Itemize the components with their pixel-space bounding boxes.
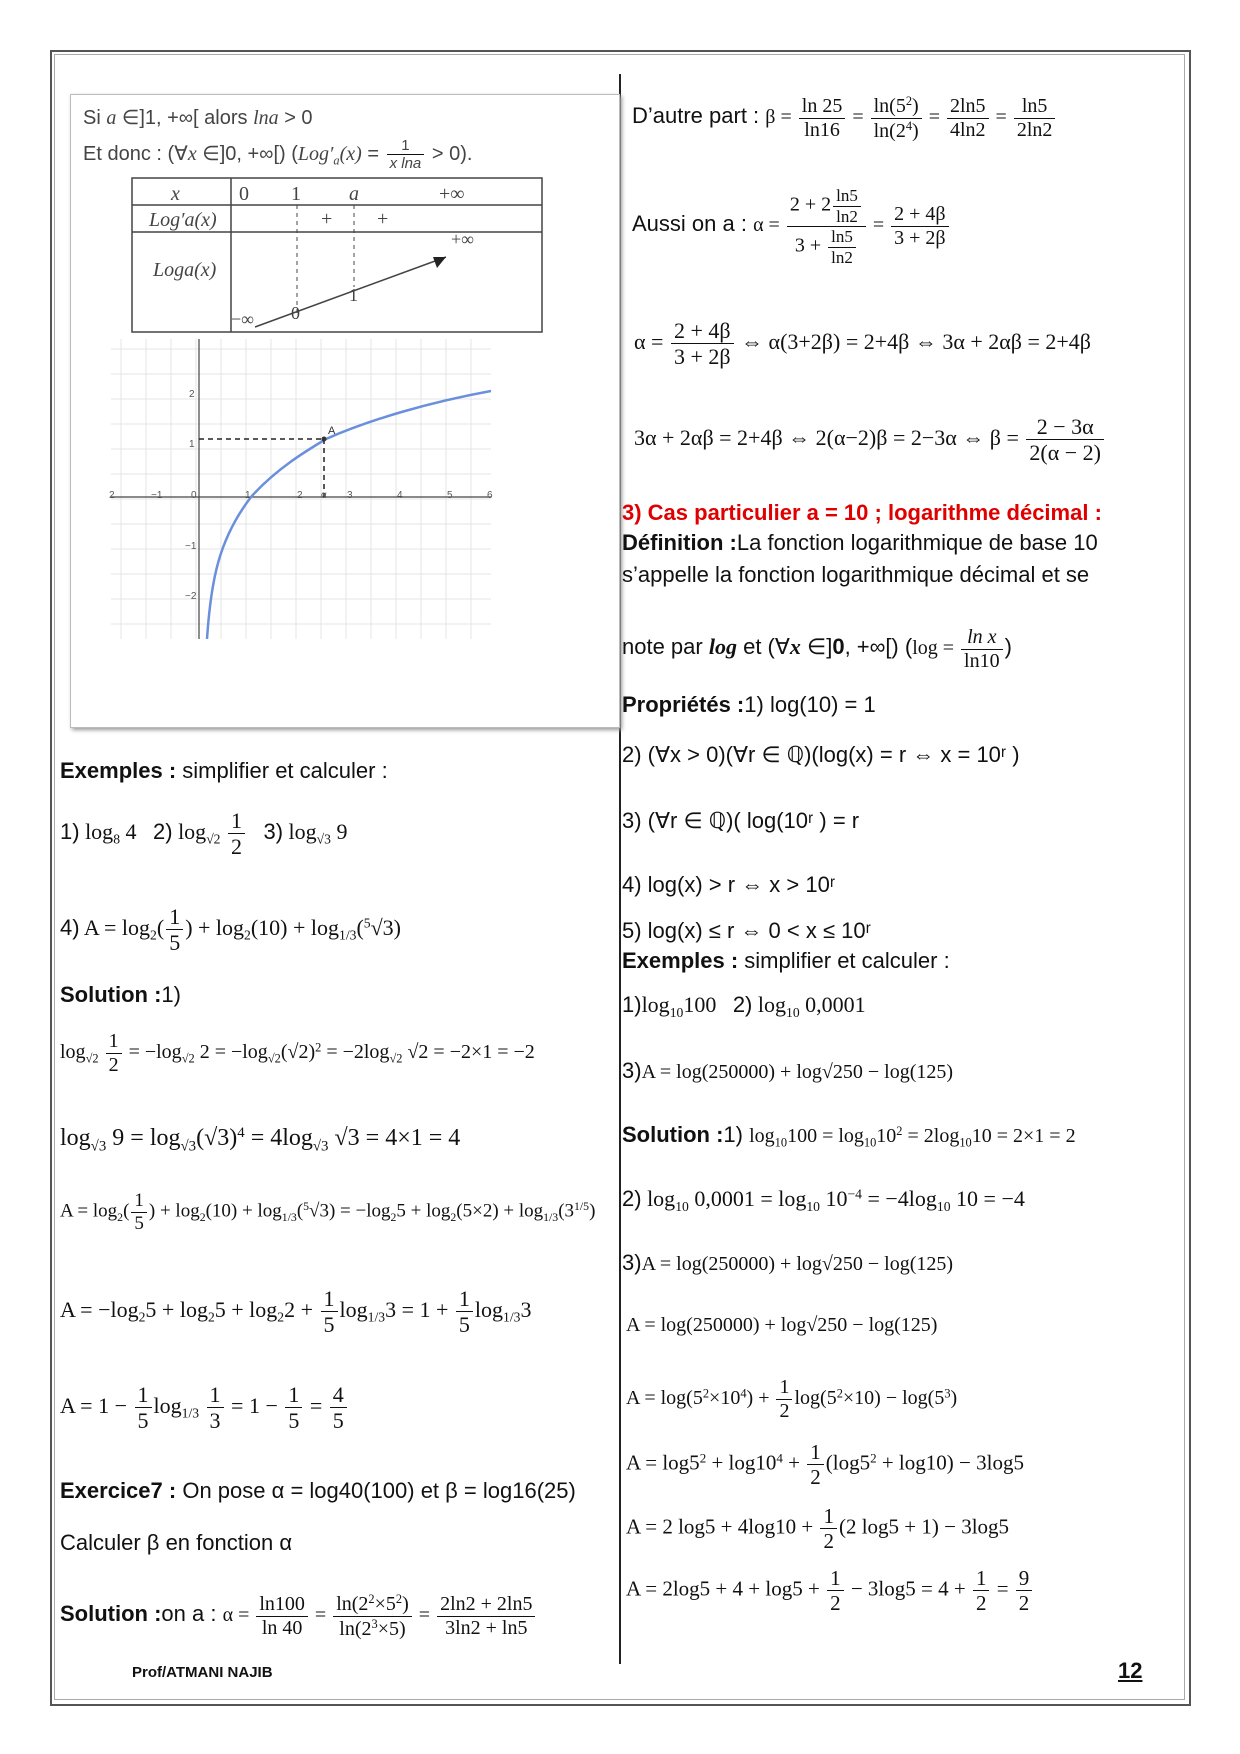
graph-xtick-6: 4 (397, 490, 403, 501)
right-eq2: 3α + 2αβ = 2+4β ⇔ 2(α−2)β = 2−3α ⇔ β = $\frac{2 - 3\alpha}{2(\alpha - 2)}$ (634, 414, 1106, 466)
graph-xtick-8: 6 (487, 490, 493, 501)
table-sign-1: + (321, 208, 333, 230)
left-ex-line1: 1) $\log_8 4$ 2) $\log_{√2}$ $\frac{1}{2}$ 3) $\log_{√3} 9$ (60, 808, 348, 860)
graph-ytick-minus-1: −1 (185, 541, 197, 552)
right-dautre: D’autre part : β = $\frac{\ln 25}{\ln 16}$ = $\frac{\ln(5^2)}{\ln(2^4)}$ = $\frac{2\ln 5}{4\ln 2}$ = $\frac{\ln 5}{2\ln 2}$ (632, 94, 1057, 143)
table-x-inf: +∞ (439, 183, 465, 205)
graph-point-A: A (328, 425, 336, 437)
left-sol4: $A = -\log_25 + \log_25 + \log_22$ + $\frac{1}{5}$ $\log_{1/3}3 = 1$ + $\frac{1}{5}$ $\log_{1/3}3$ (60, 1286, 532, 1338)
table-x-label: x (171, 183, 180, 205)
right-sol3: 3)A = log(250000) + log√250 − log(125) (622, 1250, 954, 1275)
left-exemples: Exemples : simplifier et calculer : (60, 758, 388, 783)
left-ex-line4: 4) $A = \log_2$( $\frac{1}{5}$ ) + $\log_2(10) + \log_{1/3}(^5√3)$ (60, 904, 401, 956)
right-sol5: $A = \log(5^2\times 10^4)$ + $\frac{1}{2}$ $\log(5^2\times 10) - \log(5^3)$ (626, 1376, 958, 1422)
table-val-0: 0 (291, 303, 300, 323)
right-exemples: Exemples : simplifier et calculer : (622, 948, 950, 973)
figure-line-1: Si a ∈]1, +∞[ alors lna > 0 (83, 107, 313, 129)
figure-line-2: Et donc : (∀x ∈]0, +∞[) ($Log'_a(x)$ = $\frac{1}{\text{x lna}}$ > 0). (83, 137, 473, 173)
graph-xtick-2: 0 (191, 490, 197, 501)
right-prop5: 5) log(x) ≤ r ⇔ 0 < x ≤ 10ʳ (622, 918, 871, 943)
graph-xtick-alpha: α (321, 490, 327, 501)
figure-log-function (70, 94, 620, 728)
right-section-title: 3) Cas particulier a = 10 ; logarithme décimal : (622, 500, 1102, 525)
graph-xtick-7: 5 (447, 490, 453, 501)
right-eq1: α = $\frac{2 + 4\beta}{3 + 2\beta}$ ⇔ α(3+2β) = 2+4β ⇔ 3α + 2αβ = 2+4β (634, 318, 1091, 370)
right-prop3: 3) (∀r ∈ ℚ)( log(10ʳ ) = r (622, 808, 860, 833)
right-proprietes: Propriétés :1) log(10) = 1 (622, 692, 876, 717)
right-definition-2: s’appelle la fonction logarithmique décimal et se (622, 562, 1090, 587)
right-aussi: Aussi on a : α = 2 + 2 $\frac{\ln 5}{\ln 2}$ 3 + $\frac{\ln 5}{\ln 2}$ = $\frac{2 + 4\beta}{3 + 2\beta}$ (632, 186, 951, 267)
table-val-minus-inf: −∞ (231, 309, 254, 329)
right-sol8: A = 2log5 + 4 + log5 + $\frac{1}{2}$ − 3log5 = 4 + $\frac{1}{2}$ = $\frac{9}{2}$ (626, 1566, 1034, 1615)
left-solution: Solution :1) (60, 982, 181, 1007)
right-sol2: 2) $\log_{10} 0,0001 = \log_{10} 10^{-4} = -4\log_{10}$ 10 = −4 (622, 1186, 1025, 1214)
right-sol6: $A = \log 5^2 + \log 10^4$ + $\frac{1}{2}$ $(\log 5^2 + \log 10) - 3\log 5$ (626, 1440, 1024, 1490)
graph-xtick-0: 2 (109, 490, 115, 501)
right-sol7: A = 2 log5 + 4log10 + $\frac{1}{2}$ (2 log5 + 1) − 3log5 (626, 1504, 1010, 1554)
right-prop2: 2) (∀x > 0)(∀r ∈ ℚ)(log(x) = r ⇔ x = 10ʳ ) (622, 742, 1020, 767)
log-graph (111, 339, 491, 639)
variation-table (131, 177, 543, 333)
graph-xtick-5: 3 (347, 490, 353, 501)
left-sol-ex: Solution :on a : α = $\frac{\ln 100}{\ln 40}$ = $\frac{\ln(2^2\times 5^2)}{\ln(2^3\times 5)}$ = $\frac{2\ln 2 + 2\ln 5}{3\ln 2 + \ln 5}$ (60, 1592, 537, 1641)
right-sol4: A = log(250000) + log√250 − log(125) (626, 1314, 938, 1336)
left-sol5: A = 1 − $\frac{1}{5}$ $\log_{1/3}$ $\frac{1}{3}$ = 1 − $\frac{1}{5}$ = $\frac{4}{5}$ (60, 1382, 349, 1434)
graph-ytick-minus-2: −2 (185, 591, 197, 602)
table-x-a: a (349, 183, 359, 205)
graph-ytick-2: 2 (189, 389, 195, 400)
page-number: 12 (1118, 1658, 1143, 1683)
left-exercice7: Exercice7 : On pose α = log40(100) et β = log16(25) (60, 1478, 576, 1503)
left-sol1: $\log_{√2}$ $\frac{1}{2}$ = $-\log_{√2}$ $2 = -\log_{√2}(√2)^2 = -2\log_{√2}$ √2 = −2×1 = −2 (60, 1030, 535, 1076)
graph-xtick-1: −1 (151, 490, 163, 501)
right-solution: Solution :1) $\log_{10}100 = \log_{10}10^2 = 2\log_{10}10 = 2\times 1 = 2$ (622, 1122, 1076, 1150)
table-val-1: 1 (349, 285, 358, 305)
graph-xtick-3: 1 (245, 490, 251, 501)
table-x-1: 1 (291, 183, 301, 205)
graph-ytick-1: 1 (189, 439, 195, 450)
table-function-label: Loga(x) (153, 259, 217, 281)
right-definition-3: note par log et (∀x ∈]0, +∞[) (log = $\frac{\text{ln x}}{\ln 10}$ ) (622, 626, 1012, 672)
right-ex1: $1)\log_{10}100$ 2) $\log_{10} 0,0001$ (622, 992, 866, 1020)
left-calculer: Calculer β en fonction α (60, 1530, 293, 1555)
table-derivative-label: Log′a(x) (149, 209, 217, 231)
right-prop4: 4) log(x) > r ⇔ x > 10ʳ (622, 872, 836, 897)
graph-xtick-4: 2 (297, 490, 303, 501)
right-ex3: 3)A = log(250000) + log√250 − log(125) (622, 1058, 954, 1083)
footer-author: Prof/ATMANI NAJIB (132, 1664, 273, 1681)
table-sign-2: + (377, 208, 389, 230)
left-sol2: $\log_{√3} 9 = \log_{√3}(√3)^4 = 4\log_{√3}$ √3 = 4×1 = 4 (60, 1125, 461, 1155)
table-x-0: 0 (239, 183, 249, 205)
table-val-plus-inf: +∞ (451, 229, 474, 249)
left-sol3: $A = \log_2$( $\frac{1}{5}$ ) + $\log_2(10) + \log_{1/3}(^5√3) = -\log_25 + \log_2(5\times 2) + \log_{1/3}(3^{1/5})$ (60, 1190, 596, 1234)
right-definition: Définition :La fonction logarithmique de base 10 (622, 530, 1098, 555)
